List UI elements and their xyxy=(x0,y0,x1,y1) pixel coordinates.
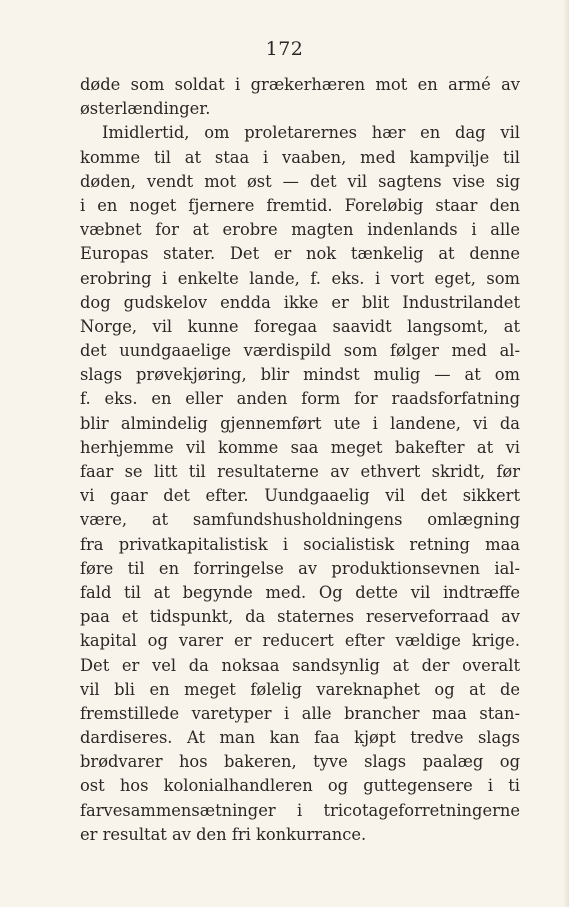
text-line: østerlændinger. xyxy=(80,99,211,119)
text-line: væbnet for at erobre magten indenlands i alle xyxy=(80,220,520,240)
text-line: slags prøvekjøring, blir mindst mulig — at om xyxy=(80,365,520,385)
text-line: herhjemme vil komme saa meget bakefter at vi xyxy=(80,437,520,457)
text-line: fremstillede varetyper i alle brancher maa stan- xyxy=(80,703,520,723)
text-line: være, at samfundshusholdningens omlægning xyxy=(80,510,520,530)
text-line: brødvarer hos bakeren, tyve slags paalæg og xyxy=(80,752,520,772)
text-line: i en noget fjernere fremtid. Foreløbig staar den xyxy=(80,195,520,215)
page-edge-shadow xyxy=(563,0,569,907)
text-line: Imidlertid, om proletarernes hær en dag vil xyxy=(102,123,520,143)
text-line: f. eks. en eller anden form for raadsforfatning xyxy=(80,389,520,409)
text-line: Det er vel da noksaa sandsynlig at der overalt xyxy=(80,655,520,675)
text-line: døden, vendt mot øst — det vil sagtens vise sig xyxy=(80,171,520,191)
text-line: er resultat av den fri konkurrance. xyxy=(80,824,367,844)
text-line: blir almindelig gjennemført ute i landene, vi da xyxy=(80,413,520,433)
text-line: føre til en forringelse av produktionsevnen ial- xyxy=(80,558,520,578)
text-line: dardiseres. At man kan faa kjøpt tredve slags xyxy=(80,728,520,748)
text-line: komme til at staa i vaaben, med kampvilje til xyxy=(80,147,520,167)
text-line: Norge, vil kunne foregaa saavidt langsomt, at xyxy=(80,316,520,336)
text-line: kapital og varer er reducert efter vældige krige. xyxy=(80,631,520,651)
text-line: dog gudskelov endda ikke er blit Industrilandet xyxy=(80,292,520,312)
text-line: vi gaar det efter. Uundgaaelig vil det sikkert xyxy=(80,486,520,506)
text-line: døde som soldat i grækerhæren mot en armé av xyxy=(80,75,520,94)
text-line: det uundgaaelige værdispild som følger med al- xyxy=(80,341,520,361)
page-number: 172 xyxy=(265,38,304,60)
body-text xyxy=(80,73,520,847)
text-line: vil bli en meget følelig vareknaphet og at de xyxy=(80,679,520,699)
text-line: fra privatkapitalistisk i socialistisk retning maa xyxy=(80,534,520,554)
text-line: fald til at begynde med. Og dette vil indtræffe xyxy=(80,582,520,602)
text-line: erobring i enkelte lande, f. eks. i vort eget, som xyxy=(80,268,520,288)
text-line: faar se litt til resultaterne av ethvert skridt, før xyxy=(80,462,520,481)
text-line: Europas stater. Det er nok tænkelig at denne xyxy=(80,244,520,264)
text-line: paa et tidspunkt, da staternes reserveforraad av xyxy=(80,607,520,627)
text-line: farvesammensætninger i tricotageforretningerne xyxy=(80,800,520,820)
text-line: ost hos kolonialhandleren og guttegensere i ti xyxy=(80,776,520,796)
